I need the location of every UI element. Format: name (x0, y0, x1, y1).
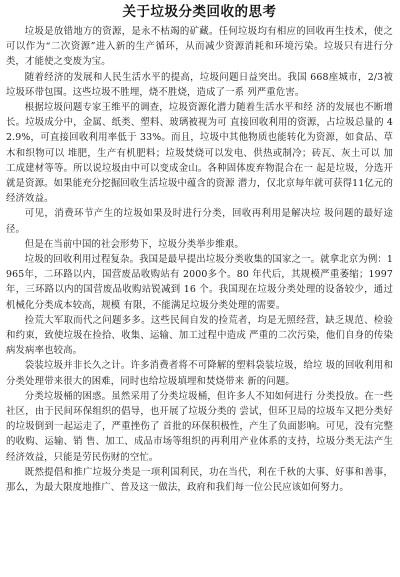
paragraph-difficulty: 但是在当前中国的社会形势下，垃圾分类举步维艰。 (24, 238, 244, 250)
paragraph-intro: 垃圾是放错地方的资源，是永不枯竭的矿藏。任何垃圾均有相应的回收再生技术，使之可以作为“二次资源”进入新的生产循环，从而减少资源消耗和环境污染。垃圾只有进行分类，才能使之变废为宝。 (6, 26, 393, 68)
paragraph-conclusion: 既然提倡和推广垃圾分类是一项利国利民，功在当代，利在千秋的大事、好事和善事，那么，为最大限度地推广、普及这一做法，政府和我们每一位公民应该如何努力。 (6, 466, 393, 494)
document-title: 关于垃圾分类回收的思考 (122, 4, 277, 20)
paragraph-scavengers: 捡荒大军取而代之问题多多。这些民间自发的捡荒者，均是无照经营，缺乏规范、检验和约束，致使垃圾在捡拾、收集、运输、加工过程中造成 严重的二次污染，他们自身的传染病发病率也较高。 (6, 314, 393, 357)
paragraph-sorting-bins: 分类垃圾桶的困惑。虽然采用了分类垃圾桶，但许多人不知如何进行 分类投放。在一些社区，由于民间环保组织的倡导，也开展了垃圾分类的 尝试，但环卫局的垃圾车又把分类好的垃圾倒到一起运走了，严重挫伤了 首批的环保积极性，产生了负面影响。可见，没有完整的收购、运输、销 售、加工、成品市场等组织的再利用产业体系的支持，垃圾分类无法产生 经济效益，只能是劳民伤财的空忙。 (6, 390, 393, 463)
paragraph-resource-potential: 根据垃圾问题专家王维平的调查，垃圾资源化潜力随着生活水平和经 济的发展也不断增长。垃圾成分中，金属、纸类、塑料、玻璃被视为可 直接回收利用的资源，占垃圾总量的 42.9%，可直接回收利用率低于 33%。而且，垃圾中其他物质也能转化为资源，如食品、草木和织物可以 堆肥，生产有机肥料；垃圾焚烧可以发电、供热或制冷；砖瓦、灰土可以 加工成建材等等。所以说垃圾由中可以变成金山。各种固体废弃物混合在一 起是垃圾，分选开就是资源。如果能充分挖掘回收生活垃圾中蕴含的资源 潜力，仅北京每年就可获得11亿元的经济效益。 (6, 102, 393, 205)
paragraph-recycling-process: 垃圾的回收利用过程复杂。我国是最早提出垃圾分类收集的国家之一。就拿北京为例：1965年，二环路以内，国营废品收购站有 2000多个。80 年代后，其规模严重萎缩；1997年，三环路以内的国营废品收购站锐减到 16 个。我国现在垃圾分类处理的设备较少，通过机械化分类成本较高，规模 有限，不能满足垃圾分类处理的需要。 (6, 254, 393, 311)
paragraph-best-approach: 可见，消费环节产生的垃圾如果及时进行分类，回收再利用是解决垃 圾问题的最好途径。 (6, 208, 393, 235)
paragraph-problem: 随着经济的发展和人民生活水平的提高，垃圾问题日益突出。我国 668座城市，2/3被垃圾环带包围。这些垃圾不胜埋，烧不胜烧，造成了一系 列严重危害。 (6, 71, 393, 98)
paragraph-bagged-garbage: 袋装垃圾并非长久之计。许多消费者将不可降解的塑料袋装垃圾，给垃 圾的回收利用和分类处理带来很大的困难，同时也给垃圾填埋和焚烧带来 新的问题。 (6, 360, 393, 387)
